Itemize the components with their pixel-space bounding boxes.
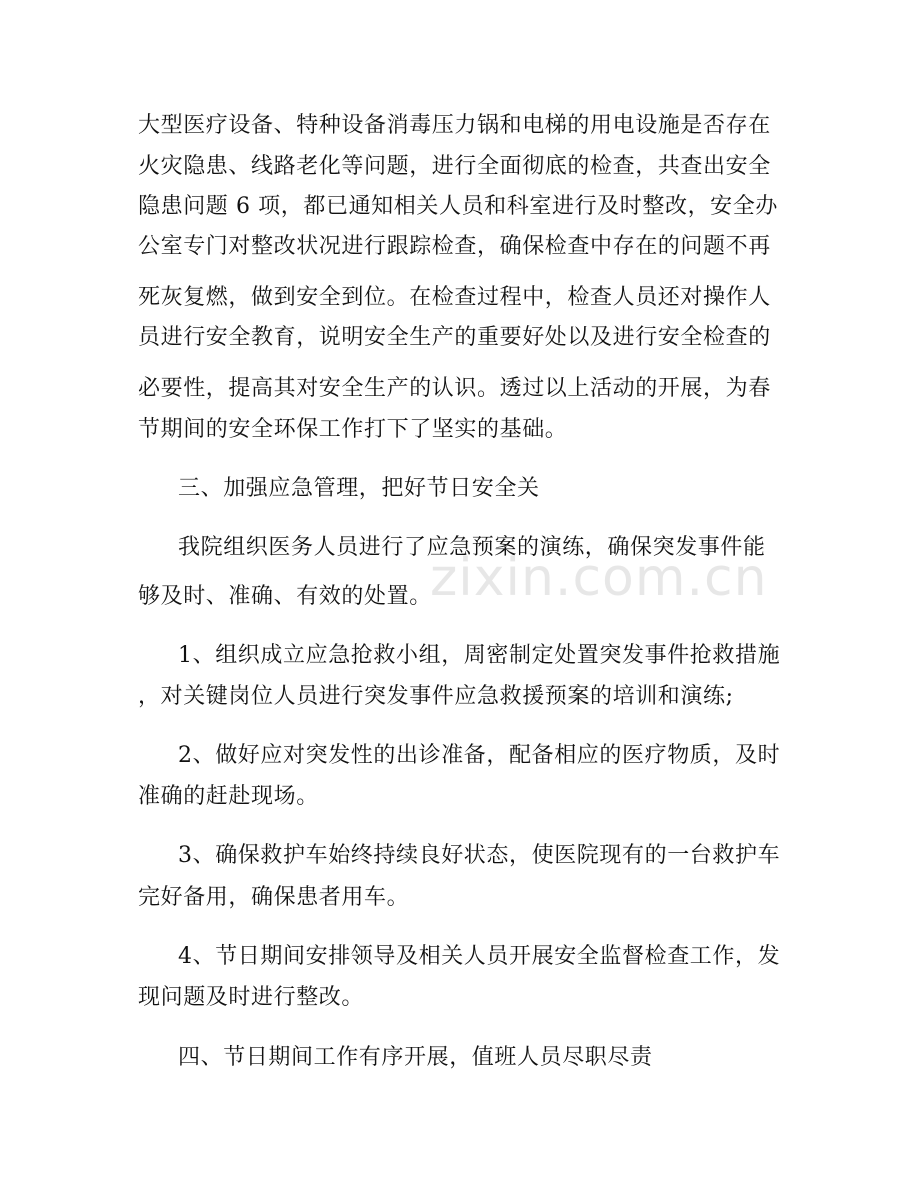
list-item-line: 4、节日期间安排领导及相关人员开展安全监督检查工作，发: [178, 944, 781, 969]
body-text-line: 火灾隐患、线路老化等问题，进行全面彻底的检查，共查出安全: [138, 154, 771, 179]
body-text-line: 死灰复燃，做到安全到位。在检查过程中，检查人员还对操作人: [138, 285, 771, 310]
section-heading: 三、加强应急管理，把好节日安全关: [178, 476, 540, 501]
body-text-line: 员进行安全教育，说明安全生产的重要好处以及进行安全检查的: [138, 325, 771, 350]
body-text-line: 隐患问题 6 项，都已通知相关人员和科室进行及时整改，安全办: [138, 194, 778, 219]
body-text-line: 公室专门对整改状况进行跟踪检查，确保检查中存在的问题不再: [138, 234, 771, 259]
list-item-line: 完好备用，确保患者用车。: [138, 885, 410, 910]
body-text-line: 必要性，提高其对安全生产的认识。透过以上活动的开展，为春: [138, 376, 771, 401]
list-item-line: 现问题及时进行整改。: [138, 985, 365, 1010]
body-text-line: 我院组织医务人员进行了应急预案的演练，确保突发事件能: [178, 535, 766, 560]
list-item-line: 准确的赶赴现场。: [138, 784, 319, 809]
list-item-line: 1、组织成立应急抢救小组，周密制定处置突发事件抢救措施: [178, 643, 781, 668]
list-item-line: ，对关键岗位人员进行突发事件应急救援预案的培训和演练;: [138, 684, 734, 709]
watermark: zixin.com.cn: [430, 548, 768, 608]
body-text-line: 够及时、准确、有效的处置。: [138, 584, 432, 609]
body-text-line: 大型医疗设备、特种设备消毒压力锅和电梯的用电设施是否存在: [138, 113, 771, 138]
list-item-line: 2、做好应对突发性的出诊准备，配备相应的医疗物质，及时: [178, 743, 781, 768]
section-heading: 四、节日期间工作有序开展，值班人员尽职尽责: [178, 1045, 653, 1070]
body-text-line: 节期间的安全环保工作打下了坚实的基础。: [138, 417, 568, 442]
list-item-line: 3、确保救护车始终持续良好状态，使医院现有的一台救护车: [178, 843, 781, 868]
